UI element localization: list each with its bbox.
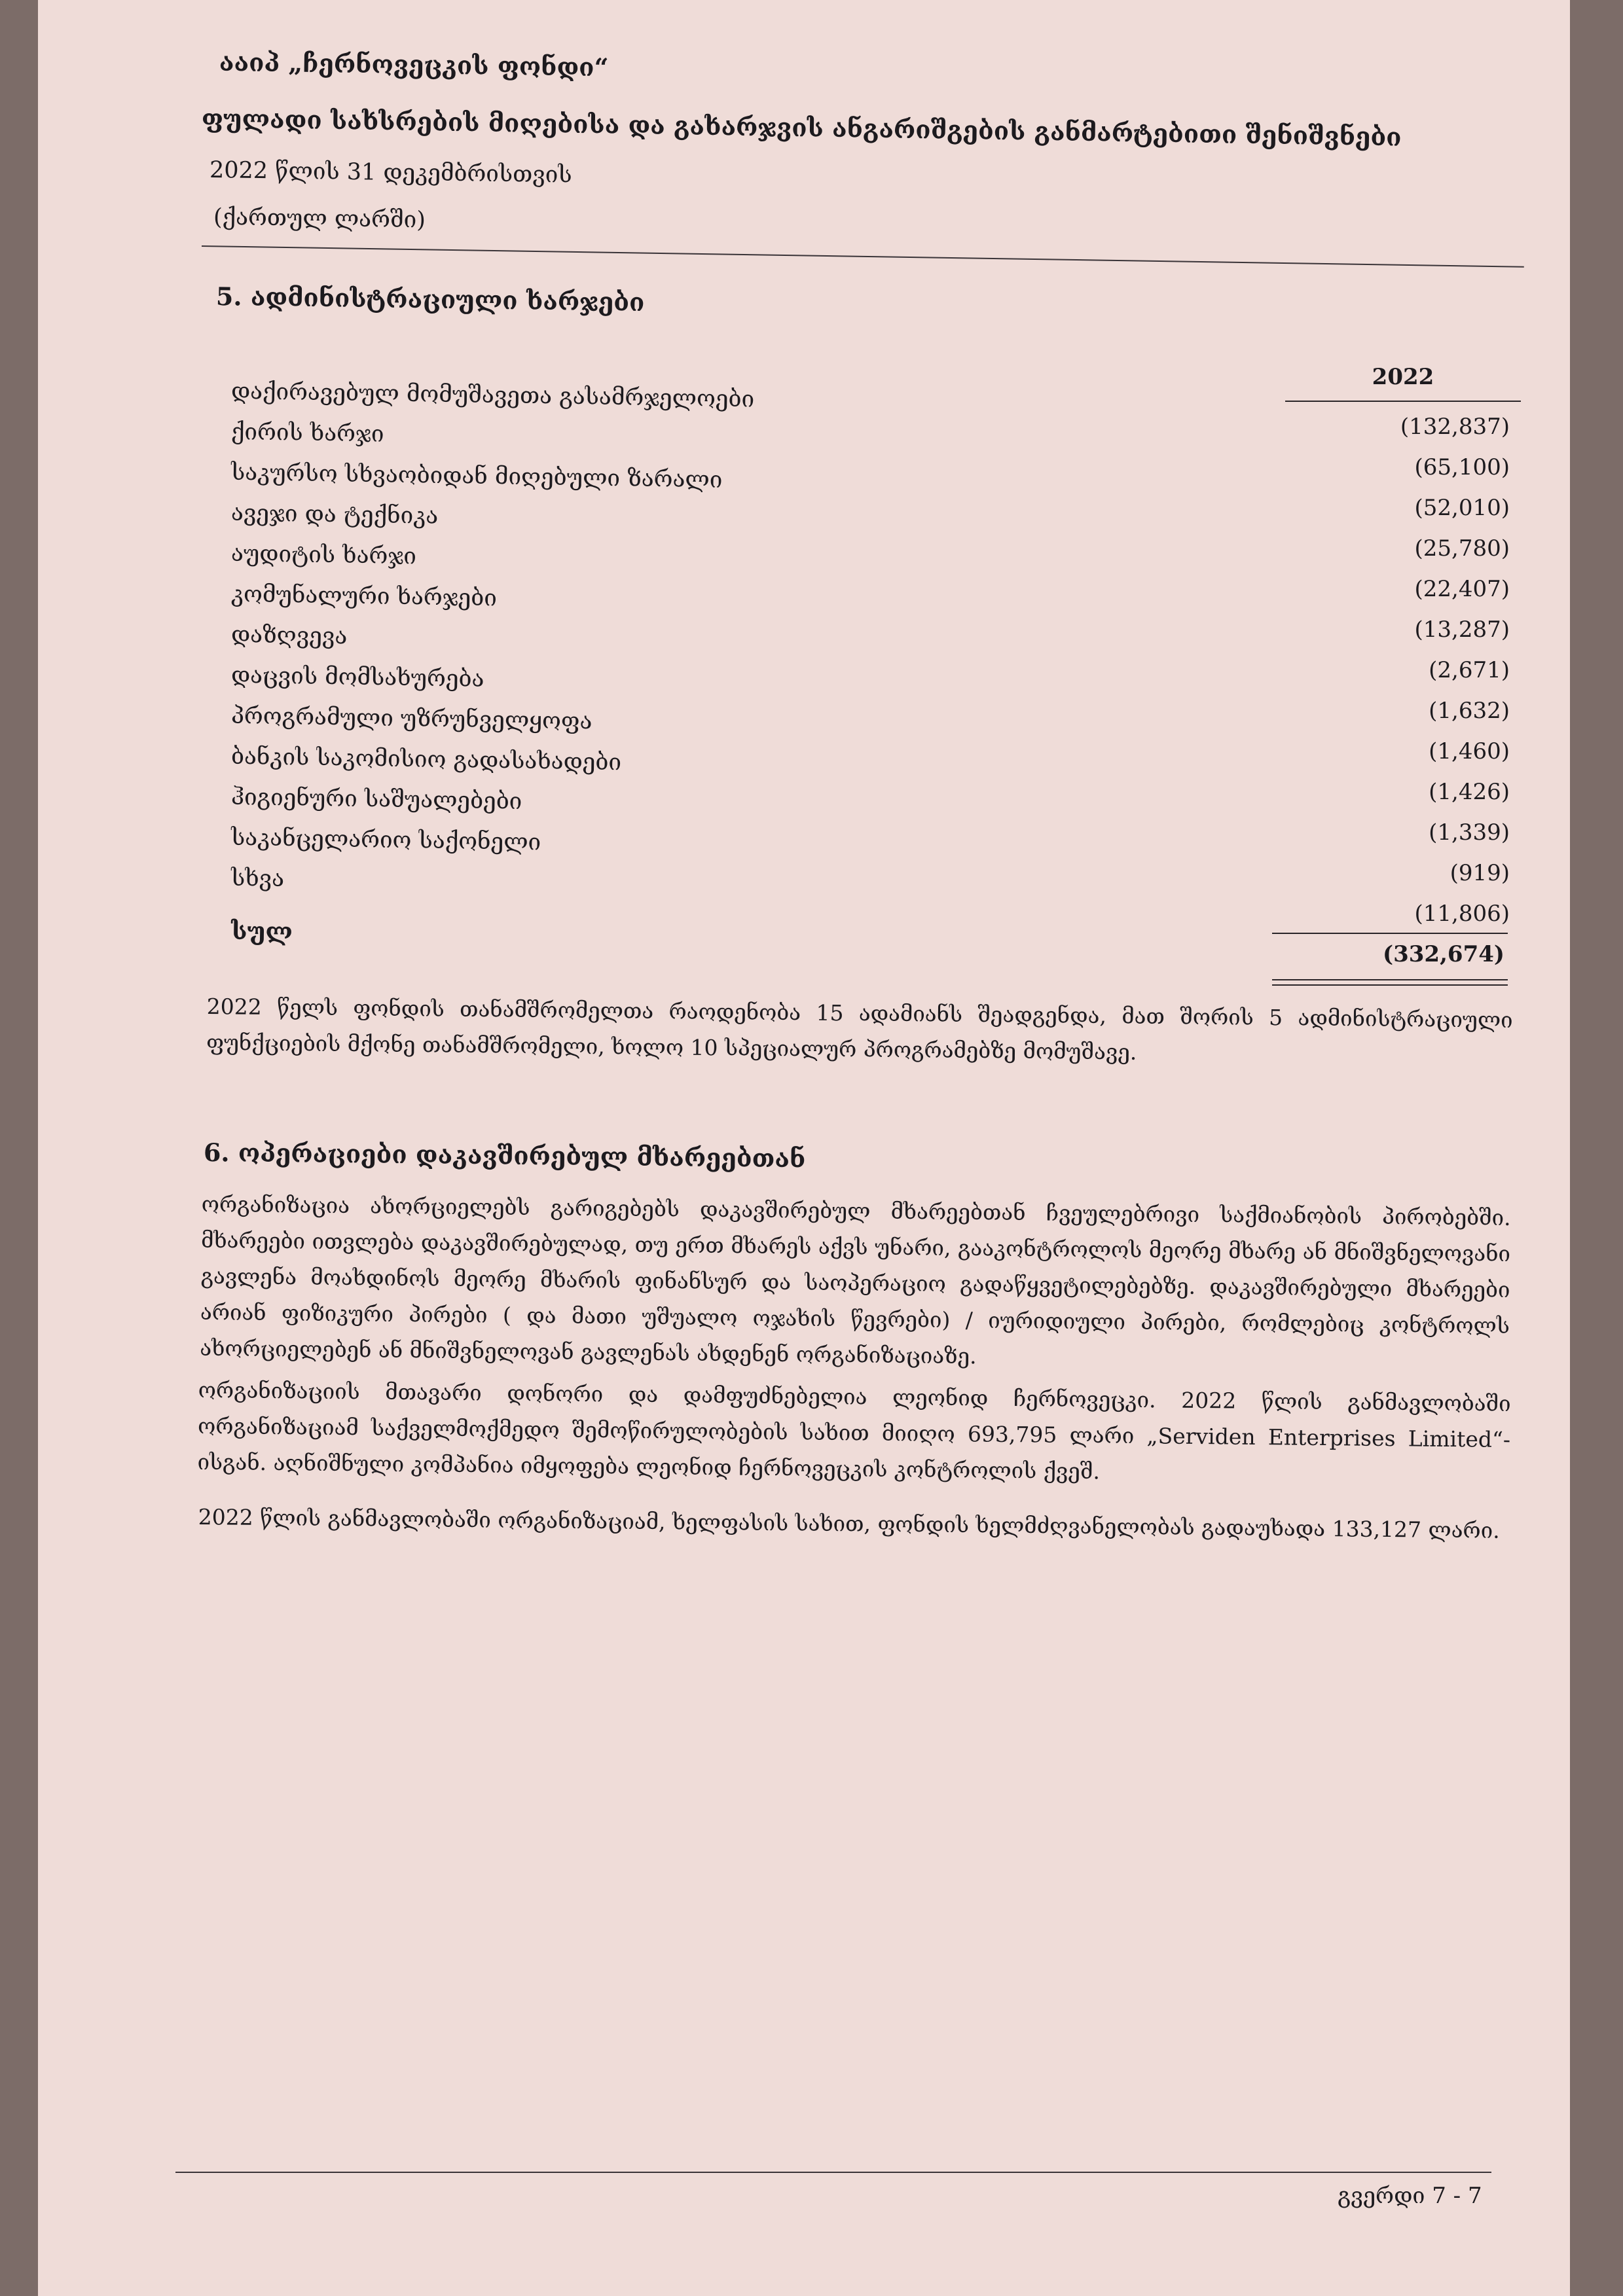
expense-label: პროგრამული უზრუნველყოფა <box>230 703 593 735</box>
year-header-rule <box>1285 401 1521 402</box>
document-page <box>38 0 1570 2296</box>
expense-value: (25,780) <box>1414 535 1510 562</box>
expense-value: (52,010) <box>1414 495 1510 521</box>
expense-label: კომუნალური ხარჯები <box>230 581 498 612</box>
expense-value: (1,632) <box>1429 698 1510 724</box>
related-parties-paragraph: ორგანიზაცია ახორციელებს გარიგებებს დაკავშირებულ მხარეებთან ჩვეულებრივი საქმიანობის პირობებში. მხარეები ითვლება დაკავშირებულად, თუ ერთ მხარეს აქვს უნარი, გააკონტროლოს მეორე მხარე ან მნიშვნელოვანი გავლენა მოახდინოს მეორე მხარის ფინანსურ და საოპერაციო გადაწყვეტილებებზე. დაკავშირებული მხარეები არიან ფიზიკური პირები ( და მათი უშუალო ოჯახის წევრები) / იურიდიული პირები, რომლებიც კონტროლს ახორციელებენ ან მნიშვნელოვან გავლენას ახდენენ ორგანიზაციაზე. <box>200 1191 1511 1369</box>
expense-label: საკურსო სხვაობიდან მიღებული ზარალი <box>230 459 723 493</box>
total-double-rule <box>1272 979 1508 986</box>
expense-value: (11,806) <box>1414 901 1510 927</box>
header-divider <box>202 245 1524 268</box>
expense-label: დაქირავებულ მომუშავეთა გასამრჯელოები <box>230 378 755 413</box>
expense-value: (65,100) <box>1414 454 1510 480</box>
organization-name: ააიპ „ჩერნოვეცკის ფონდი“ <box>219 47 609 82</box>
expense-label: ავეჯი და ტექნიკა <box>230 500 439 529</box>
page-number: გვერდი 7 - 7 <box>1338 2183 1482 2209</box>
total-value: (332,674) <box>1383 941 1504 967</box>
report-date: 2022 წლის 31 დეკემბრისთვის <box>209 157 572 188</box>
expense-value: (1,460) <box>1429 738 1510 764</box>
section-5-heading: 5. ადმინისტრაციული ხარჯები <box>215 281 645 317</box>
salary-paragraph: 2022 წლის განმავლობაში ორგანიზაციამ, ხელფასის სახით, ფონდის ხელმძღვანელობას გადაუხადა 133,127 ლარი. <box>198 1503 1500 1543</box>
currency-note: (ქართულ ლარში) <box>213 204 426 234</box>
expense-value: (919) <box>1450 860 1510 886</box>
section-6-heading: 6. ოპერაციები დაკავშირებულ მხარეებთან <box>203 1138 806 1174</box>
staff-count-note: 2022 წელს ფონდის თანამშრომელთა რაოდენობა 15 ადამიანს შეადგენდა, მათ შორის 5 ადმინისტრაციული ფუნქციების მქონე თანამშრომელი, ხოლო 10 სპეციალურ პროგრამებზე მომუშავე. <box>206 993 1513 1065</box>
expense-value: (1,339) <box>1429 819 1510 846</box>
expense-label: დაზღვევა <box>230 622 348 650</box>
document-title: ფულადი სახსრების მიღებისა და გახარჯვის ანგარიშგების განმარტებითი შენიშვნები <box>201 103 1402 152</box>
expense-label: სხვა <box>230 865 285 893</box>
expense-value: (22,407) <box>1414 576 1510 602</box>
expense-value: (1,426) <box>1429 779 1510 805</box>
subtotal-rule <box>1272 933 1508 934</box>
expense-label: აუდიტის ხარჯი <box>230 541 417 570</box>
donor-paragraph: ორგანიზაციის მთავარი დონორი და დამფუძნებელია ლეონიდ ჩერნოვეცკი. 2022 წლის განმავლობაში ორგანიზაციამ საქველმოქმედო შემოწირულობების სახით მიიღო 693,795 ლარი „Serviden Enterprises Limited“-ისგან. აღნიშნული კომპანია იმყოფება ლეონიდ ჩერნოვეცკის კონტროლის ქვეშ. <box>197 1376 1511 1484</box>
expense-value: (13,287) <box>1414 617 1510 643</box>
expense-label: დაცვის მომსახურება <box>230 662 484 693</box>
expense-value: (132,837) <box>1400 414 1510 440</box>
footer-divider <box>175 2172 1491 2173</box>
expense-label: ბანკის საკომისიო გადასახადები <box>230 744 622 776</box>
expense-label: ქირის ხარჯი <box>230 419 384 448</box>
expense-value: (2,671) <box>1429 657 1510 683</box>
expense-label: საკანცელარიო საქონელი <box>230 825 541 856</box>
expense-label: ჰიგიენური საშუალებები <box>230 784 522 815</box>
year-column-header: 2022 <box>1372 364 1434 390</box>
total-label: სულ <box>230 916 293 946</box>
